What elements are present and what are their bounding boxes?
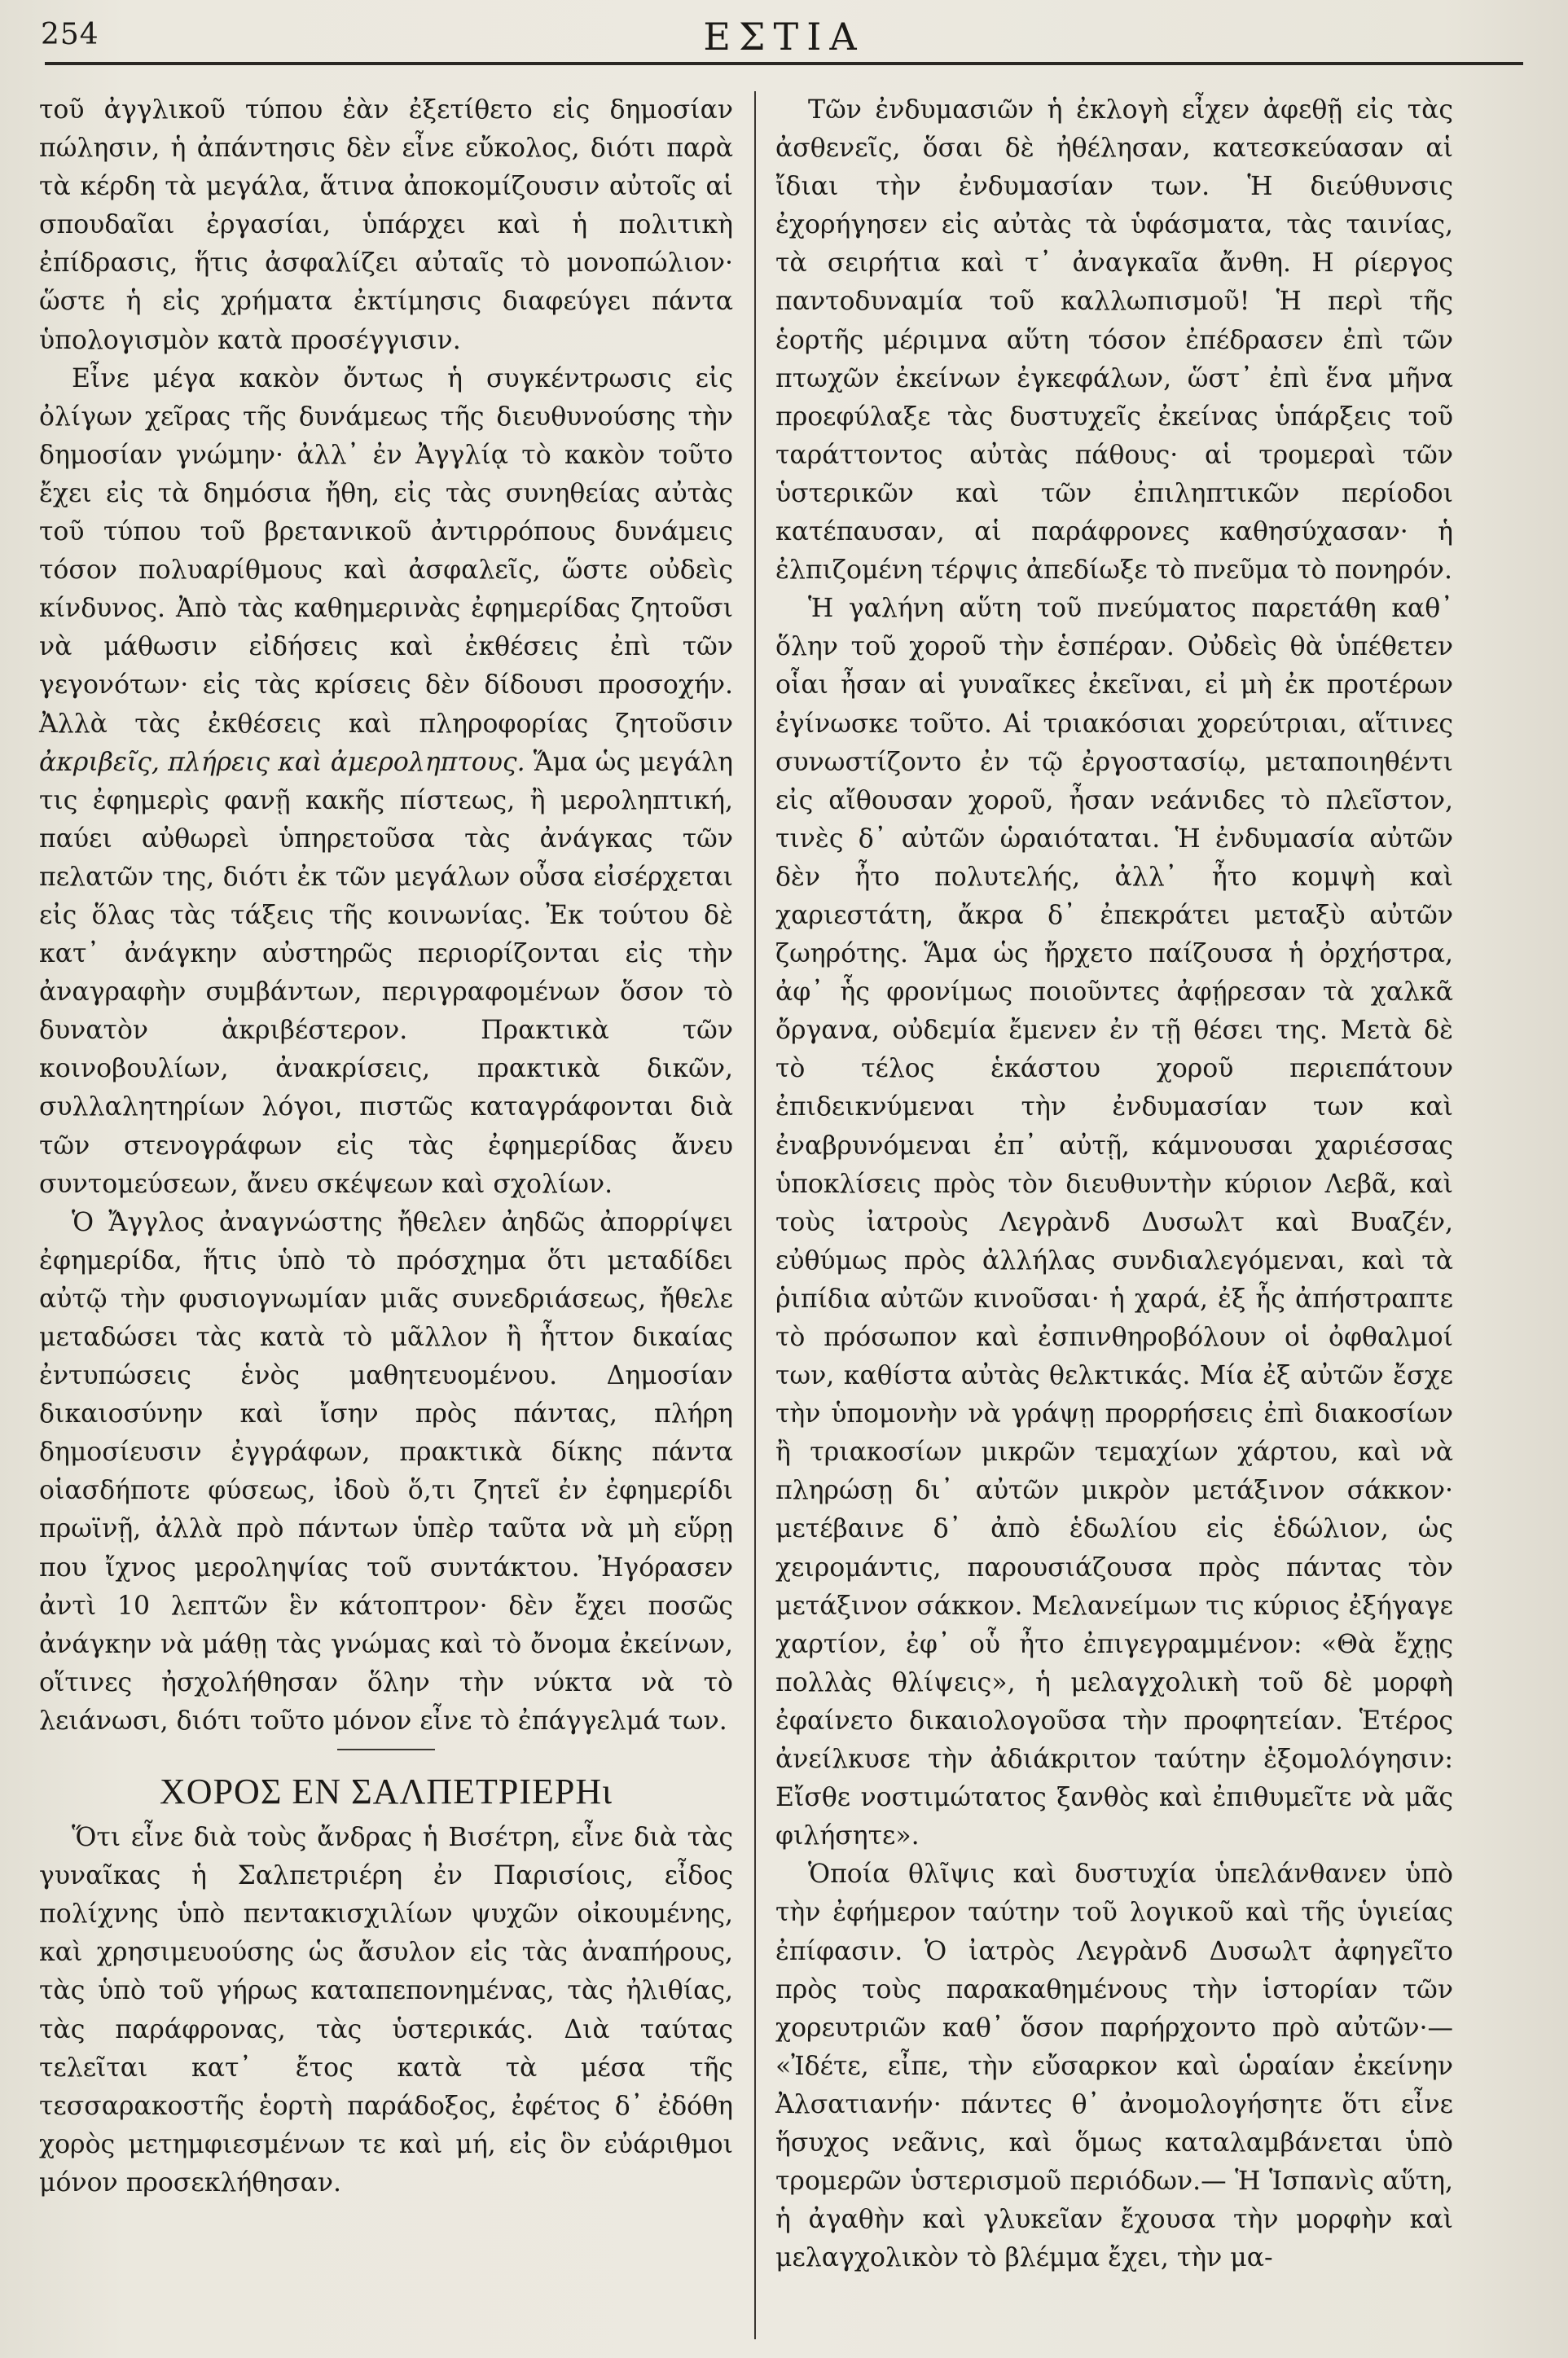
section-separator bbox=[337, 1749, 435, 1750]
right-column bbox=[775, 91, 1453, 2277]
article-paragraph: Ὁποία θλῖψις καὶ δυστυχία ὑπελάνθανεν ὑπὸ τὴν ἐφήμερον ταύτην τοῦ λογικοῦ καὶ τῆς ὑγιείας ἐπίφασιν. Ὁ ἰατρὸς Λεγρὰνδ Δυσωλτ ἀφηγεῖτο πρὸς τοὺς παρακαθημένους τὴν ἱστορίαν τῶν χορευτριῶν καθ᾽ ὅσον παρήρχοντο πρὸ αὐτῶν·— «Ἰδέτε, εἶπε, τὴν εὔσαρκον καὶ ὡραίαν ἐκείνην Ἀλσατιανήν· πάντες θ᾽ ἀνομολογήσητε ὅτι εἶνε ἥσυχος νεᾶνις, καὶ ὅμως καταλαμβάνεται ὑπὸ τρομερῶν ὑστερισμοῦ περιόδων.— Ἡ Ἱσπανὶς αὕτη, ἡ ἀγαθὴν καὶ γλυκεῖαν ἔχουσα τὴν μορφὴν καὶ μελαγχολικὸν τὸ βλέμμα ἔχει, τὴν μα- bbox=[775, 1860, 1453, 2273]
section-title: ΧΟΡΟΣ ΕΝ ΣΑΛΠΕΤΡΙΕΡΗι bbox=[160, 1772, 613, 1812]
journal-title: ΕΣΤΙΑ bbox=[703, 15, 865, 59]
column-divider bbox=[754, 91, 756, 2339]
article-paragraph bbox=[39, 360, 733, 1204]
header-rule bbox=[45, 62, 1523, 65]
paragraph-text: Εἶνε μέγα κακὸν ὄντως ἡ συγκέντρωσις εἰς ὀλίγων χεῖρας τῆς δυνάμεως τῆς διευθυνούσης τὴν δημοσίαν γνώμην· ἀλλ᾽ ἐν Ἀγγλίᾳ τὸ κακὸν τοῦτο ἔχει εἰς τὰ δημόσια ἤθη, εἰς τὰς συνηθείας αὐτὰς τοῦ τύπου τοῦ βρετανικοῦ ἀντιρρόπους δυνάμεις τόσον πολυαρίθμους καὶ ἀσφαλεῖς, ὥστε οὐδεὶς κίνδυνος. Ἀπὸ τὰς καθημερινὰς ἐφημερίδας ζητοῦσι νὰ μάθωσιν εἰδήσεις καὶ ἐκθέσεις ἐπὶ τῶν γεγονότων· εἰς τὰς κρίσεις δὲν δίδουσι προσοχήν. Ἀλλὰ τὰς ἐκθέσεις καὶ πληροφορίας ζητοῦσιν bbox=[39, 363, 733, 739]
article-paragraph: τοῦ ἀγγλικοῦ τύπου ἐὰν ἐξετίθετο εἰς δημοσίαν πώλησιν, ἡ ἀπάντησις δὲν εἶνε εὔκολος, διότι παρὰ τὰ κέρδη τὰ μεγάλα, ἅτινα ἀποκομίζουσιν αὐτοῖς αἱ σπουδαῖαι ἐργασίαι, ὑπάρχει καὶ ἡ πολιτικὴ ἐπίδρασις, ἥτις ἀσφαλίζει αὐταῖς τὸ μονοπώλιον· ὥστε ἡ εἰς χρήματα ἐκτίμησις διαφεύγει πάντα ὑπολογισμὸν κατὰ προσέγγισιν. bbox=[39, 95, 733, 355]
article-paragraph: Ὁ Ἄγγλος ἀναγνώστης ἤθελεν ἀηδῶς ἀπορρίψει ἐφημερίδα, ἥτις ὑπὸ τὸ πρόσχημα ὅτι μεταδίδει αὐτῷ τὴν φυσιογνωμίαν μιᾶς συνεδριάσεως, ἤθελε μεταδώσει τὰς κατὰ τὸ μᾶλλον ἢ ἧττον δικαίας ἐντυπώσεις ἑνὸς μαθητευομένου. Δημοσίαν δικαιοσύνην καὶ ἴσην πρὸς πάντας, πλήρη δημοσίευσιν ἐγγράφων, πρακτικὰ δίκης πάντα οἱασδήποτε φύσεως, ἰδοὺ ὅ,τι ζητεῖ ἐν ἐφημερίδι πρωϊνῇ, ἀλλὰ πρὸ πάντων ὑπὲρ ταῦτα νὰ μὴ εὕρῃ που ἴχνος μεροληψίας τοῦ συντάκτου. Ἠγόρασεν ἀντὶ 10 λεπτῶν ἓν κάτοπτρον· δὲν ἔχει ποσῶς ἀνάγκην νὰ μάθῃ τὰς γνώμας καὶ τὸ ὄνομα ἐκείνων, οἵτινες ἠσχολήθησαν ὅλην τὴν νύκτα νὰ τὸ λειάνωσι, διότι τοῦτο μόνον εἶνε τὸ ἐπάγγελμά των. bbox=[39, 1207, 733, 1736]
article-paragraph: Ἡ γαλήνη αὕτη τοῦ πνεύματος παρετάθη καθ᾽ ὅλην τοῦ χοροῦ τὴν ἑσπέραν. Οὐδεὶς θὰ ὑπέθετεν οἷαι ἦσαν αἱ γυναῖκες ἐκεῖναι, εἰ μὴ ἐκ προτέρων ἐγίνωσκε τοῦτο. Αἱ τριακόσιαι χορεύτριαι, αἵτινες συνωστίζοντο ἐν τῷ ἐργοστασίῳ, μεταποιηθέντι εἰς αἴθουσαν χοροῦ, ἦσαν νεάνιδες τὸ πλεῖστον, τινὲς δ᾽ αὐτῶν ὡραιόταται. Ἡ ἐνδυμασία αὐτῶν δὲν ἦτο πολυτελής, ἀλλ᾽ ἦτο κομψὴ καὶ χαριεστάτη, ἄκρα δ᾽ ἐπεκράτει μεταξὺ αὐτῶν ζωηρότης. Ἅμα ὡς ἤρχετο παίζουσα ἡ ὀρχήστρα, ἀφ᾽ ἧς φρονίμως ποιοῦντες ἀφῄρεσαν τὰ χαλκᾶ ὄργανα, οὐδεμία ἔμενεν ἐν τῇ θέσει της. Μετὰ δὲ τὸ τέλος ἑκάστου χοροῦ περιεπάτουν ἐπιδεικνύμεναι τὴν ἐνδυμασίαν των καὶ ἐναβρυνόμεναι ἐπ᾽ αὐτῇ, κάμνουσαι χαριέσσας ὑποκλίσεις πρὸς τὸν διευθυντὴν κύριον Λεβᾶ, καὶ τοὺς ἰατροὺς Λεγρὰνδ Δυσωλτ καὶ Βυαζέν, εὐθύμως πρὸς ἀλλήλας συνδιαλεγόμεναι, καὶ τὰ ῥιπίδια αὐτῶν κινοῦσαι· ἡ χαρά, ἐξ ἧς ἀπήστραπτε τὸ πρόσωπον καὶ ἐσπινθηροβόλουν οἱ ὀφθαλμοί των, καθίστα αὐτὰς θελκτικάς. Μία ἐξ αὐτῶν ἔσχε τὴν ὑπομονὴν νὰ γράψῃ προρρήσεις ἐπὶ διακοσίων ἢ τριακοσίων μικρῶν τεμαχίων χάρτου, καὶ νὰ πληρώσῃ δι᾽ αὐτῶν μικρὸν μετάξινον σάκκον· μετέβαινε δ᾽ ἀπὸ ἑδωλίου εἰς ἑδώλιον, ὡς χειρομάντις, παρουσιάζουσα πρὸς πάντας τὸν μετάξινον σάκκον. Μελανείμων τις κύριος ἐξήγαγε χαρτίον, ἐφ᾽ οὗ ἦτο ἐπιγεγραμμένον: «Θὰ ἔχῃς πολλὰς θλίψεις», ἡ μελαγχολικὴ τοῦ δὲ μορφὴ ἐφαίνετο δικαιολογοῦσα τὴν προφητείαν. Ἑτέρος ἀνείλκυσε τὴν ἀδιάκριτον ταύτην ἐξομολόγησιν: Εἴσθε νοστιμώτατος ξανθὸς καὶ ἐπιθυμεῖτε νὰ μᾶς φιλήσητε». bbox=[775, 594, 1453, 1851]
left-column bbox=[39, 91, 733, 2202]
page-number: 254 bbox=[41, 18, 99, 51]
article-paragraph: Τῶν ἐνδυμασιῶν ἡ ἐκλογὴ εἶχεν ἀφεθῇ εἰς τὰς ἀσθενεῖς, ὅσαι δὲ ἠθέλησαν, κατεσκεύασαν αἱ ἴδιαι τὴν ἐνδυμασίαν των. Ἡ διεύθυνσις ἐχορήγησεν εἰς αὐτὰς τὰ ὑφάσματα, τὰς ταινίας, τὰ σειρήτια καὶ τ᾽ ἀναγκαῖα ἄνθη. Η ρίεργος παντοδυναμία τοῦ καλλωπισμοῦ! Ἡ περὶ τῆς ἑορτῆς μέριμνα αὕτη τόσον ἐπέδρασεν ἐπὶ τῶν πτωχῶν ἐκείνων ἐγκεφάλων, ὥστ᾽ ἐπὶ ἕνα μῆνα προεφύλαξε τὰς δυστυχεῖς ἐκείνας ὑπάρξεις τοῦ ταράττοντος αὐτὰς πάθους· αἱ τρομεραὶ τῶν ὑστερικῶν καὶ τῶν ἐπιληπτικῶν περίοδοι κατέπαυσαν, αἱ παράφρονες καθησύχασαν· ἡ ἐλπιζομένη τέρψις ἀπεδίωξε τὸ πνεῦμα τὸ πονηρόν. bbox=[775, 95, 1453, 586]
emphasis-text: ἀκριβεῖς, πλήρεις καὶ ἀμεροληπτους. bbox=[39, 747, 525, 777]
paragraph-text: Ἅμα ὡς μεγάλη τις ἐφημερὶς φανῇ κακῆς πίστεως, ἢ μεροληπτική, παύει αὐθωρεὶ ὑπηρετοῦσα τὰς ἀνάγκας τῶν πελατῶν της, διότι ἐκ τῶν μεγάλων οὖσα εἰσέρχεται εἰς ὅλας τὰς τάξεις τῆς κοινωνίας. Ἐκ τούτου δὲ κατ᾽ ἀνάγκην αὐστηρῶς περιορίζονται εἰς τὴν ἀναγραφὴν συμβάντων, περιγραφομένων ὅσον τὸ δυνατὸν ἀκριβέστερον. Πρακτικὰ τῶν κοινοβουλίων, ἀνακρίσεις, πρακτικὰ δικῶν, συλλαλητηρίων λόγοι, πιστῶς καταγράφονται διὰ τῶν στενογράφων εἰς τὰς ἐφημερίδας ἄνευ συντομεύσεων, ἄνευ σκέψεων καὶ σχολίων. bbox=[39, 747, 733, 1199]
article-paragraph: Ὅτι εἶνε διὰ τοὺς ἄνδρας ἡ Βισέτρη, εἶνε διὰ τὰς γυναῖκας ἡ Σαλπετριέρη ἐν Παρισίοις, εἶδος πολίχνης ὑπὸ πεντακισχιλίων ψυχῶν οἰκουμένης, καὶ χρησιμευούσης ὡς ἄσυλον εἰς τὰς ἀναπήρους, τὰς ὑπὸ τοῦ γήρως καταπεπονημένας, τὰς ἠλιθίας, τὰς παράφρονας, τὰς ὑστερικάς. Διὰ ταύτας τελεῖται κατ᾽ ἔτος κατὰ τὰ μέσα τῆς τεσσαρακοστῆς ἑορτὴ παράδοξος, ἐφέτος δ᾽ ἐδόθη χορὸς μετημφιεσμένων τε καὶ μή, εἰς ὃν εὐάριθμοι μόνον προσεκλήθησαν. bbox=[39, 1823, 733, 2198]
